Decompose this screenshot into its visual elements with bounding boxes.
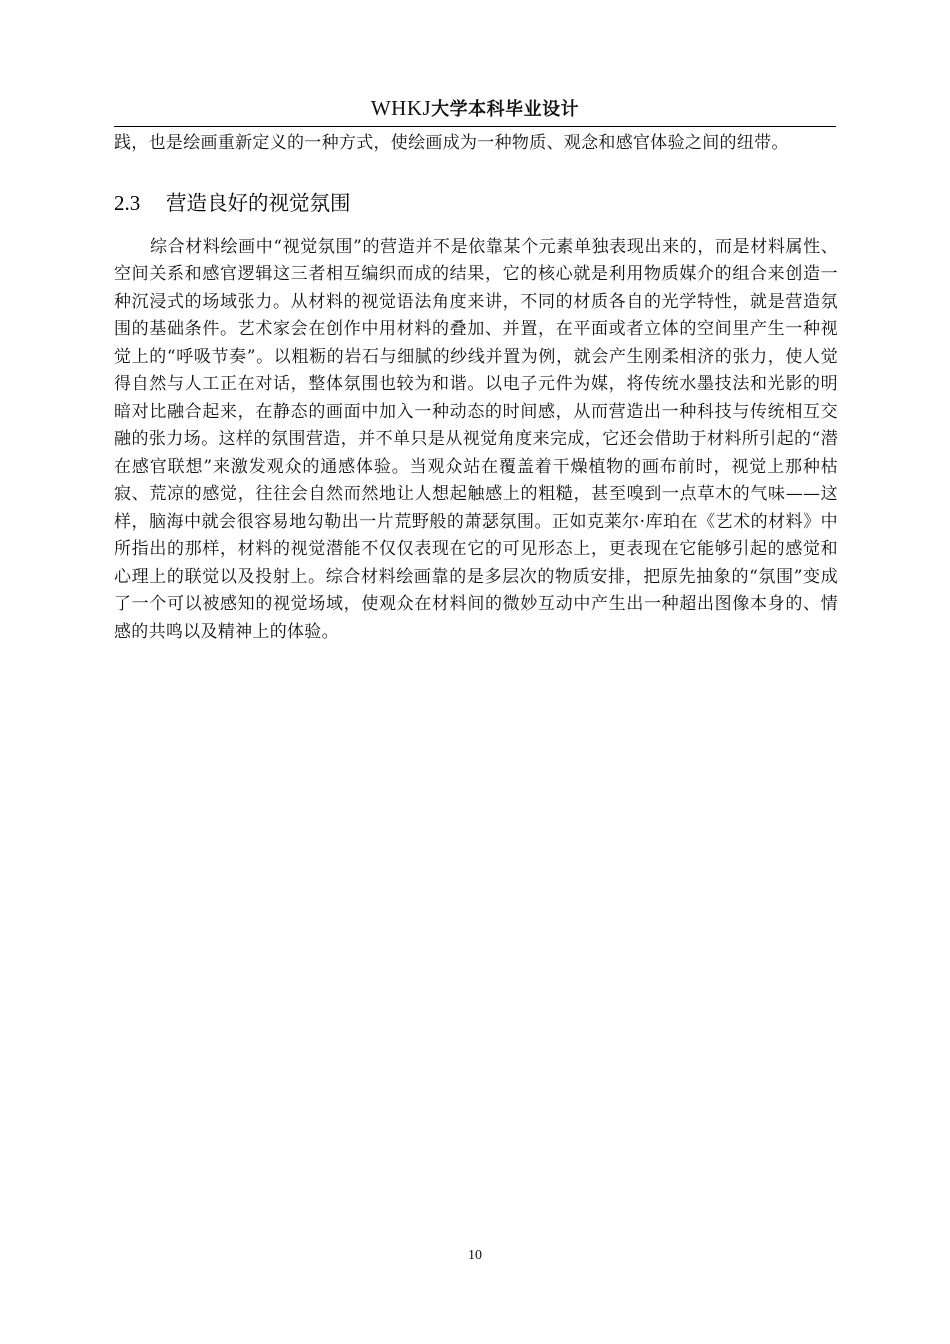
body-paragraph: 综合材料绘画中“视觉氛围”的营造并不是依靠某个元素单独表现出来的，而是材料属性、空间关系和感官逻辑这三者相互编织而成的结果，它的核心就是利用物质媒介的组合来创造一种沉浸式的场域张力。从材料的视觉语法角度来讲，不同的材质各自的光学特性，就是营造氛围的基础条件。艺术家会在创作中用材料的叠加、并置，在平面或者立体的空间里产生一种视觉上的“呼吸节奏”。以粗粝的岩石与细腻的纱线并置为例，就会产生刚柔相济的张力，使人觉得自然与人工正在对话，整体氛围也较为和谐。以电子元件为媒，将传统水墨技法和光影的明暗对比融合起来，在静态的画面中加入一种动态的时间感，从而营造出一种科技与传统相互交融的张力场。这样的氛围营造，并不单只是从视觉角度来完成，它还会借助于材料所引起的“潜在感官联想”来激发观众的通感体验。当观众站在覆盖着干燥植物的画布前时，视觉上那种枯寂、荒凉的感觉，往往会自然而然地让人想起触感上的粗糙，甚至嗅到一点草木的气味——这样，脑海中就会很容易地勾勒出一片荒野般的萧瑟氛围。正如克莱尔·库珀在《艺术的材料》中所指出的那样，材料的视觉潜能不仅仅表现在它的可见形态上，更表现在它能够引起的感觉和心理上的联觉以及投射上。综合材料绘画靠的是多层次的物质安排，把原先抽象的“氛围”变成了一个可以被感知的视觉场域，使观众在材料间的微妙互动中产生出一种超出图像本身的、情感的共鸣以及精神上的体验。: [114, 236, 838, 642]
page-content: [114, 130, 838, 646]
section-number: 2.3: [114, 190, 141, 215]
section-title: 营造良好的视觉氛围: [166, 190, 351, 215]
page-header: [114, 92, 836, 127]
page-number: 10: [468, 1248, 482, 1263]
header-title: 大学本科毕业设计: [431, 99, 580, 120]
section-heading: [114, 188, 838, 218]
header-school-code: WHKJ: [370, 96, 432, 120]
continued-paragraph: 践，也是绘画重新定义的一种方式，使绘画成为一种物质、观念和感官体验之间的纽带。: [114, 133, 789, 153]
